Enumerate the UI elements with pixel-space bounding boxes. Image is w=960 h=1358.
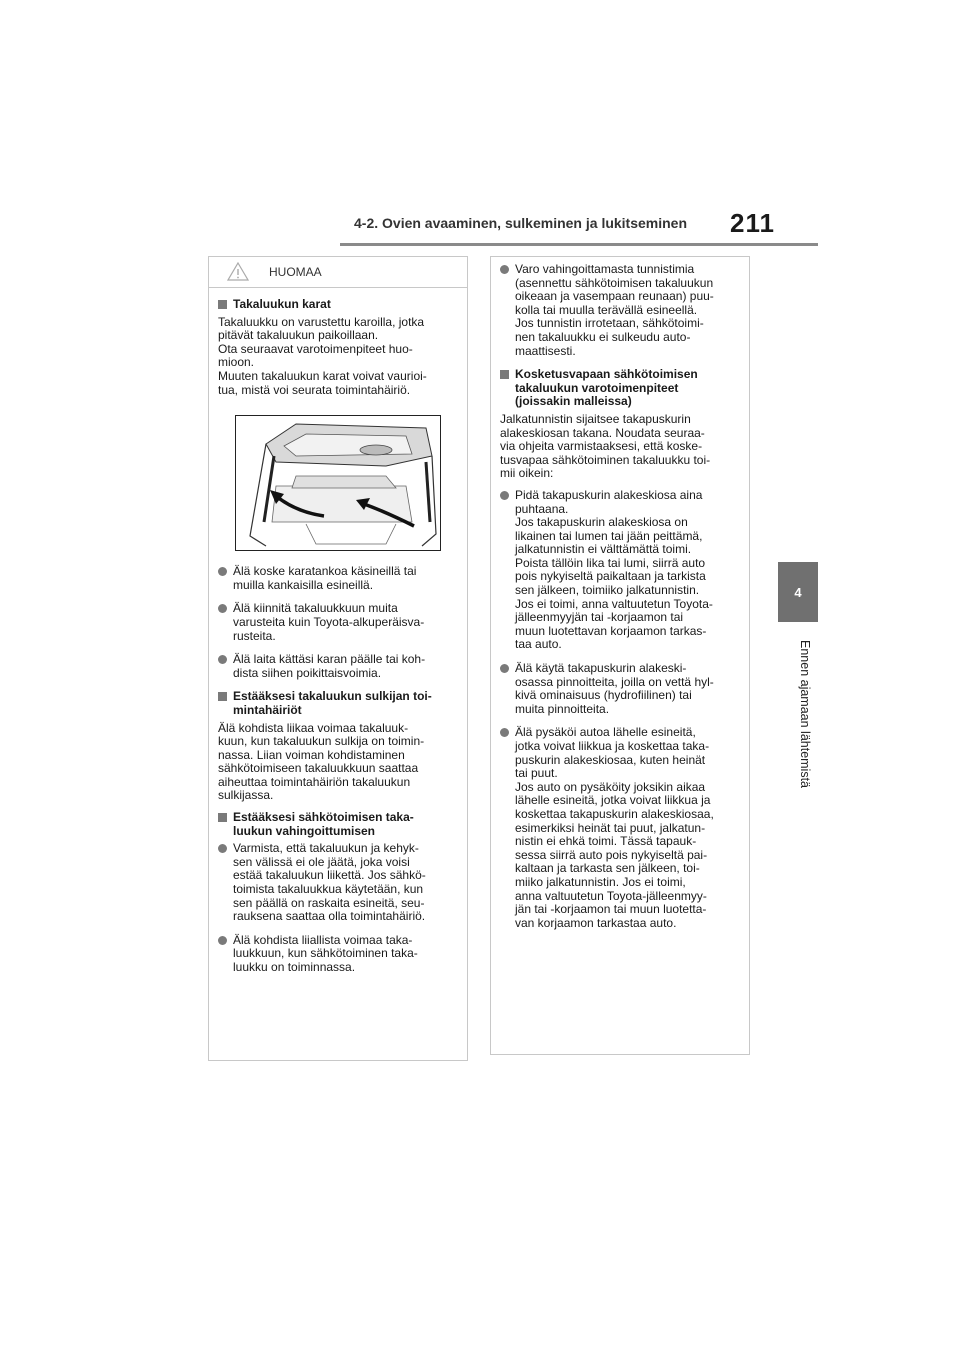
list-item-text: Älä koske karatankoa käsineillä tai muilla kankaisilla esineillä. [233, 564, 417, 592]
paragraph: Älä kohdista liikaa voimaa takaluuk- kuun, kun takaluukun sulkija on toimin- nassa. Liian voiman kohdistaminen sähkötoimiseen takaluukkuun saattaa aiheuttaa toimintahäiriön takaluukun sulkijassa. [218, 720, 425, 803]
list-item-text: Pidä takapuskurin alakeskiosa aina puhtaana. Jos takapuskurin alakeskiosa on likainen tai lumen tai jään peittämä, jalkatunnistin ei välttämättä toimi. Poista tällöin lika tai lumi, siirrä auto pois nykyiseltä paikaltaan ja tarkista sen jälkeen, toimiiko jalkatunnistin. Jos ei toimi, anna valtuutetun Toyota- jälleenmyyjän tai -korjaamon tai muun luotettavan korjaamon tarkas- taa auto. [515, 487, 713, 652]
section-heading [218, 811, 458, 838]
bullet-icon [500, 664, 509, 673]
bullet-icon [500, 265, 509, 274]
caution-header [209, 257, 467, 288]
section-title: 4-2. Ovien avaaminen, sulkeminen ja lukitseminen [354, 215, 688, 231]
chapter-label: Ennen ajamaan lähtemistä [798, 640, 812, 789]
square-bullet-icon [218, 692, 227, 701]
section-heading [218, 298, 458, 312]
bullet-icon [218, 604, 227, 613]
section-heading-text: Estääksesi takaluukun sulkijan toi- mintahäiriöt [233, 689, 432, 717]
list-item [218, 565, 458, 592]
paragraph: Takaluukku on varustettu karoilla, jotka pitävät takaluukun paikoillaan. Ota seuraavat varotoimenpiteet huo- mioon. Muuten takaluukun karat voivat vaurioi- tua, mistä voi seurata toimintahäiriö. [218, 314, 427, 397]
square-bullet-icon [218, 300, 227, 309]
section-heading [500, 368, 740, 409]
bullet-icon [218, 936, 227, 945]
list-item-text: Älä kohdista liiallista voimaa taka- luukkuun, kun sähkötoiminen taka- luukku on toiminnassa. [233, 932, 418, 974]
list-item-text: Älä kiinnitä takaluukkuun muita varusteita kuin Toyota-alkuperäisva- rusteita. [233, 601, 425, 643]
section-heading-text: Takaluukun karat [233, 297, 331, 311]
header-divider [340, 243, 818, 246]
tailgate-strut-illustration [235, 415, 441, 551]
section-heading-text: Kosketusvapaan sähkötoimisen takaluukun varotoimenpiteet (joissakin malleissa) [515, 367, 698, 409]
list-item-text: Varmista, että takaluukun ja kehyk- sen välissä ei ole jäätä, joka voisi estää takaluukun liikettä. Jos sähkö- toimista takaluukkua käytetään, kun sen päällä on raskaita esineitä, seu- rauksena saattaa olla toimintahäiriö. [233, 841, 426, 924]
paragraph: Jalkatunnistin sijaitsee takapuskurin alakeskiosan takana. Noudata seuraa- via ohjeita varmistaaksesi, että koske- tusvapaa sähkötoiminen takaluukku toi- mii oikein: [500, 411, 711, 481]
list-item-text: Älä laita kättäsi karan päälle tai koh- dista siihen poikittaisvoimia. [233, 652, 426, 680]
list-item [500, 263, 740, 358]
caution-box-continued [490, 256, 750, 1055]
bullet-icon [218, 844, 227, 853]
bullet-icon [500, 491, 509, 500]
caution-box [208, 256, 468, 1061]
list-item [218, 602, 458, 643]
square-bullet-icon [218, 813, 227, 822]
list-item-text: Älä käytä takapuskurin alakeski- osassa pinnoitteita, joilla on vettä hyl- kivä ominaisuus (hydrofiilinen) tai muita pinnoitteita. [515, 661, 714, 716]
square-bullet-icon [500, 370, 509, 379]
list-item [500, 726, 740, 930]
list-item [218, 934, 458, 975]
list-item [218, 653, 458, 680]
section-heading [218, 690, 458, 717]
list-item [500, 662, 740, 716]
bullet-icon [500, 728, 509, 737]
chapter-tab: 4 [778, 562, 818, 622]
caution-title: HUOMAA [269, 265, 322, 279]
list-item-text: Varo vahingoittamasta tunnistimia (asennettu sähkötoimisen takaluukun oikeaan ja vasempaan reunaan) puu- kolla tai muulla terävällä esineellä. Jos tunnistin irrotetaan, sähkötoimi- nen takaluukku ei sulkeudu auto- maattisesti. [515, 262, 714, 358]
bullet-icon [218, 655, 227, 664]
list-item [500, 489, 740, 652]
tailgate-illustration-icon [236, 416, 440, 550]
page-number: 211 [730, 208, 775, 238]
list-item-text: Älä pysäköi autoa lähelle esineitä, jotka voivat liikkua ja koskettaa taka- puskurin alakeskiosaa, kuten heinät tai puut. Jos auto on pysäköity joksikin aikaa lähelle esineitä, jotka voivat liikkua ja koskettaa takapuskurin alakeskiosaa, esimerkiksi heinät tai puut, jalkatun- nistin ei ehkä toimi. Tässä tapauk- sessa siirrä auto pois nykyiseltä pai- kaltaan ja tarkasta sen jälkeen, toi- miiko jalkatunnistin. Jos ei toimi, anna valtuutetun Toyota-jälleenmyy- jän tai -korjaamon tai muun luotetta- van korjaamon tarkastaa auto. [515, 725, 714, 930]
warning-triangle-icon [227, 262, 249, 281]
bullet-icon [218, 567, 227, 576]
list-item [218, 842, 458, 924]
section-heading-text: Estääksesi sähkötoimisen taka- luukun vahingoittumisen [233, 810, 414, 838]
